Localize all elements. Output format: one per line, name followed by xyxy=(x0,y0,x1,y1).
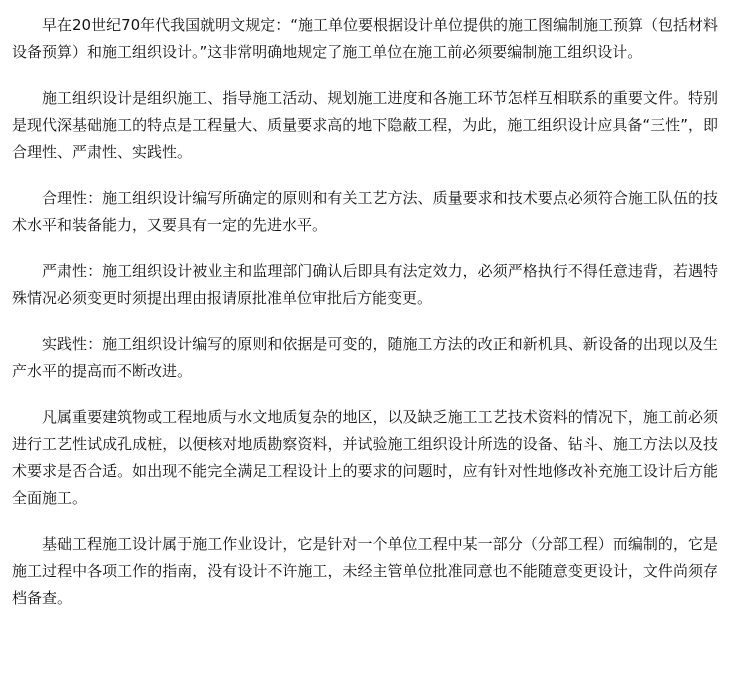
article-body xyxy=(12,12,718,631)
paragraph-construction-design: 施工组织设计是组织施工、指导施工活动、规划施工进度和各施工环节怎样互相联系的重要文件。特别是现代深基础施工的特点是工程量大、质量要求高的地下隐蔽工程，为此，施工组织设计应具备“三性”，即合理性、严肃性、实践性。 xyxy=(12,89,718,161)
paragraph-foundation-design: 基础工程施工设计属于施工作业设计，它是针对一个单位工程中某一部分（分部工程）而编制的，它是施工过程中各项工作的指南，没有设计不许施工，未经主管单位批准同意也不能随意变更设计，文件尚须存档备查。 xyxy=(12,535,718,607)
paragraph-rationality: 合理性：施工组织设计编写所确定的原则和有关工艺方法、质量要求和技术要点必须符合施工队伍的技术水平和装备能力，又要具有一定的先进水平。 xyxy=(12,189,718,234)
paragraph-regulation: 早在20世纪70年代我国就明文规定：“施工单位要根据设计单位提供的施工图编制施工预算（包括材料设备预算）和施工组织设计。”这非常明确地规定了施工单位在施工前必须要编制施工组织设计。 xyxy=(12,16,718,61)
paragraph-practicality: 实践性：施工组织设计编写的原则和依据是可变的，随施工方法的改正和新机具、新设备的出现以及生产水平的提高而不断改进。 xyxy=(12,335,718,380)
paragraph-trial-piling: 凡属重要建筑物或工程地质与水文地质复杂的地区，以及缺乏施工工艺技术资料的情况下，施工前必须进行工艺性试成孔成桩，以便核对地质勘察资料，并试验施工组织设计所选的设备、钻斗、施工方法以及技术要求是否合适。如出现不能完全满足工程设计上的要求的问题时，应有针对性地修改补充施工设计后方能全面施工。 xyxy=(12,408,718,507)
paragraph-seriousness: 严肃性：施工组织设计被业主和监理部门确认后即具有法定效力，必须严格执行不得任意违背，若遇特殊情况必须变更时须提出理由报请原批准单位审批后方能变更。 xyxy=(12,262,718,307)
